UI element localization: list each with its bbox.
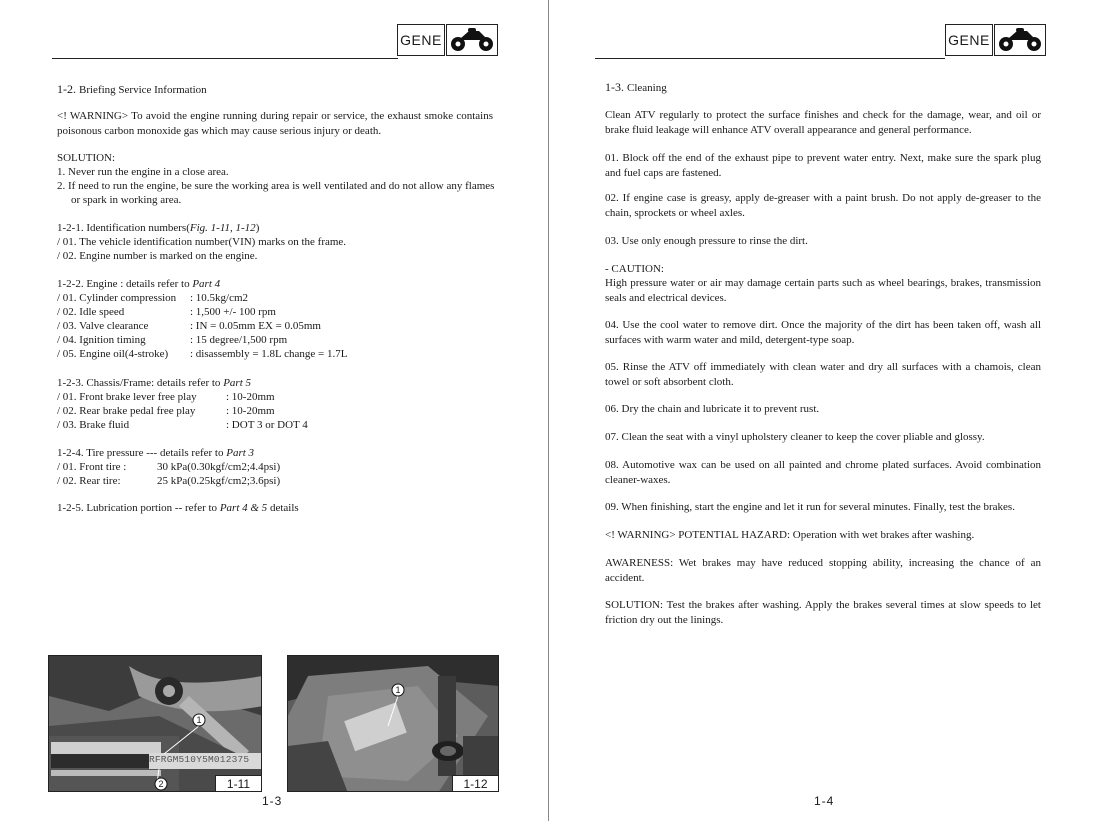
page-number: 1-4 — [814, 794, 835, 808]
step-02: 02. If engine case is greasy, apply de-greaser with a paint brush. Do not apply de-greaser to the chain, sprockets or wheel axles. — [605, 192, 1041, 219]
id-heading — [57, 221, 259, 236]
spec-value: : 15 degree/1,500 rpm — [190, 334, 288, 346]
warning-text: <! WARNING> To avoid the engine running during repair or service, the exhaust smoke contains poisonous carbon monoxide gas which may cause serious injury or death. — [57, 110, 493, 137]
solution-text: SOLUTION: Test the brakes after washing. Apply the brakes several times at slow speeds to let friction dry out the linings. — [605, 599, 1041, 626]
spec-label: / 02. Idle speed — [57, 306, 125, 318]
step-03: 03. Use only enough pressure to rinse the dirt. — [605, 235, 808, 247]
figure-1-11-photo — [49, 656, 262, 792]
spec-label: / 04. Ignition timing — [57, 334, 146, 346]
marker-2: 2 — [158, 779, 164, 789]
spec-label: / 03. Brake fluid — [57, 419, 130, 431]
spec-label: / 01. Front brake lever free play — [57, 391, 197, 403]
step-05: 05. Rinse the ATV off immediately with clean water and dry all surfaces with a chamois, clean towel or soft absorbent cloth. — [605, 361, 1041, 388]
solution-label: SOLUTION: — [57, 152, 116, 164]
atv-icon — [446, 24, 498, 56]
marker-1: 1 — [196, 715, 202, 725]
marker-1: 1 — [395, 685, 401, 695]
figure-1-12-photo — [288, 656, 499, 792]
spec-value: : disassembly = 1.8L change = 1.7L — [190, 348, 348, 360]
header-rule — [595, 58, 945, 59]
spec-value: : 10-20mm — [226, 405, 275, 417]
step-08: 08. Automotive wax can be used on all painted and chrome plated surfaces. Avoid combination cleaner-waxes. — [605, 459, 1041, 486]
solution-item-2: 2. If need to run the engine, be sure the working area is well ventilated and do not allow any flames — [57, 180, 495, 192]
spec-value: : 1,500 +/- 100 rpm — [190, 306, 276, 318]
spec-value: : IN = 0.05mm EX = 0.05mm — [190, 320, 321, 332]
page-number: 1-3 — [262, 794, 283, 808]
chassis-heading-text: 1-2-3. Chassis/Frame: details refer to — [57, 377, 221, 389]
header-rule — [52, 58, 398, 59]
solution-item-1: 1. Never run the engine in a close area. — [57, 166, 229, 178]
awareness-text: AWARENESS: Wet brakes may have reduced stopping ability, increasing the chance of an accident. — [605, 557, 1041, 584]
vin-plate-text: RFRGM510Y5M012375 — [149, 754, 250, 765]
spec-label: / 02. Rear brake pedal free play — [57, 405, 196, 417]
engine-heading — [57, 277, 220, 292]
lube-heading-text: 1-2-5. Lubrication portion -- refer to — [57, 502, 218, 514]
step-01: 01. Block off the end of the exhaust pipe to prevent water entry. Next, make sure the spark plug and fuel caps are fastened. — [605, 152, 1041, 179]
spec-label: / 01. Cylinder compression — [57, 292, 177, 304]
intro-text: Clean ATV regularly to protect the surface finishes and check for the damage, wear, and oil or brake fluid leakage will enhance ATV overall appearance and general performance. — [605, 109, 1041, 136]
id-heading-text: 1-2-1. Identification numbers( — [57, 222, 190, 234]
atv-icon — [994, 24, 1046, 56]
tire-heading-ref: Part 3 — [226, 447, 255, 459]
section-title-text: Cleaning — [627, 82, 667, 94]
step-04: 04. Use the cool water to remove dirt. Once the majority of the dirt has been taken off, wash all surfaces with warm water and mild, detergent-type soap. — [605, 319, 1041, 346]
caution-label: - CAUTION: — [605, 263, 664, 275]
figure-label: 1-11 — [215, 775, 261, 791]
spec-label: / 01. Front tire : — [57, 461, 127, 473]
id-heading-fig: Fig. 1-11, 1-12 — [189, 222, 256, 234]
engine-heading-ref: Part 4 — [192, 278, 221, 290]
section-title — [57, 82, 207, 98]
figure-1-12 — [287, 655, 499, 792]
spec-value: : DOT 3 or DOT 4 — [226, 419, 308, 431]
gene-tag: GENE — [945, 24, 993, 56]
solution-item-2-cont: or spark in working area. — [71, 194, 182, 206]
spec-label: / 05. Engine oil(4-stroke) — [57, 348, 169, 360]
chassis-heading-ref: Part 5 — [223, 377, 251, 389]
lube-heading-ref: Part 4 & 5 — [219, 502, 268, 514]
tire-heading-text: 1-2-4. Tire pressure --- details refer to — [57, 447, 224, 459]
spec-label: / 02. Rear tire: — [57, 475, 121, 487]
section-title — [605, 80, 667, 96]
section-number: 1-2. — [57, 82, 76, 96]
spec-value: : 10-20mm — [226, 391, 275, 403]
spec-value: 30 kPa(0.30kgf/cm2;4.4psi) — [157, 461, 281, 473]
warning-text: <! WARNING> POTENTIAL HAZARD: Operation with wet brakes after washing. — [605, 529, 975, 541]
spec-value: 25 kPa(0.25kgf/cm2;3.6psi) — [157, 475, 281, 487]
caution-text: High pressure water or air may damage certain parts such as wheel bearings, brakes, transmission seals and electrical devices. — [605, 277, 1041, 304]
section-title-text: Briefing Service Information — [79, 84, 207, 96]
figure-1-11 — [48, 655, 262, 792]
figure-label: 1-12 — [452, 775, 498, 791]
id-item-1: / 01. The vehicle identification number(VIN) marks on the frame. — [57, 236, 347, 248]
right-page — [549, 0, 1096, 821]
step-06: 06. Dry the chain and lubricate it to prevent rust. — [605, 403, 820, 415]
gene-tag: GENE — [397, 24, 445, 56]
spec-label: / 03. Valve clearance — [57, 320, 149, 332]
id-item-2: / 02. Engine number is marked on the engine. — [57, 250, 258, 262]
chassis-heading — [57, 376, 251, 391]
step-07: 07. Clean the seat with a vinyl upholstery cleaner to keep the cover pliable and glossy. — [605, 431, 985, 443]
engine-heading-text: 1-2-2. Engine : details refer to — [57, 278, 190, 290]
step-09: 09. When finishing, start the engine and let it run for several minutes. Finally, test the brakes. — [605, 501, 1015, 513]
lube-heading — [57, 501, 299, 516]
spec-value: : 10.5kg/cm2 — [190, 292, 249, 304]
section-number: 1-3. — [605, 80, 624, 94]
lube-heading-tail: details — [269, 502, 299, 514]
tire-heading — [57, 446, 254, 461]
id-heading-close: ) — [255, 222, 260, 234]
